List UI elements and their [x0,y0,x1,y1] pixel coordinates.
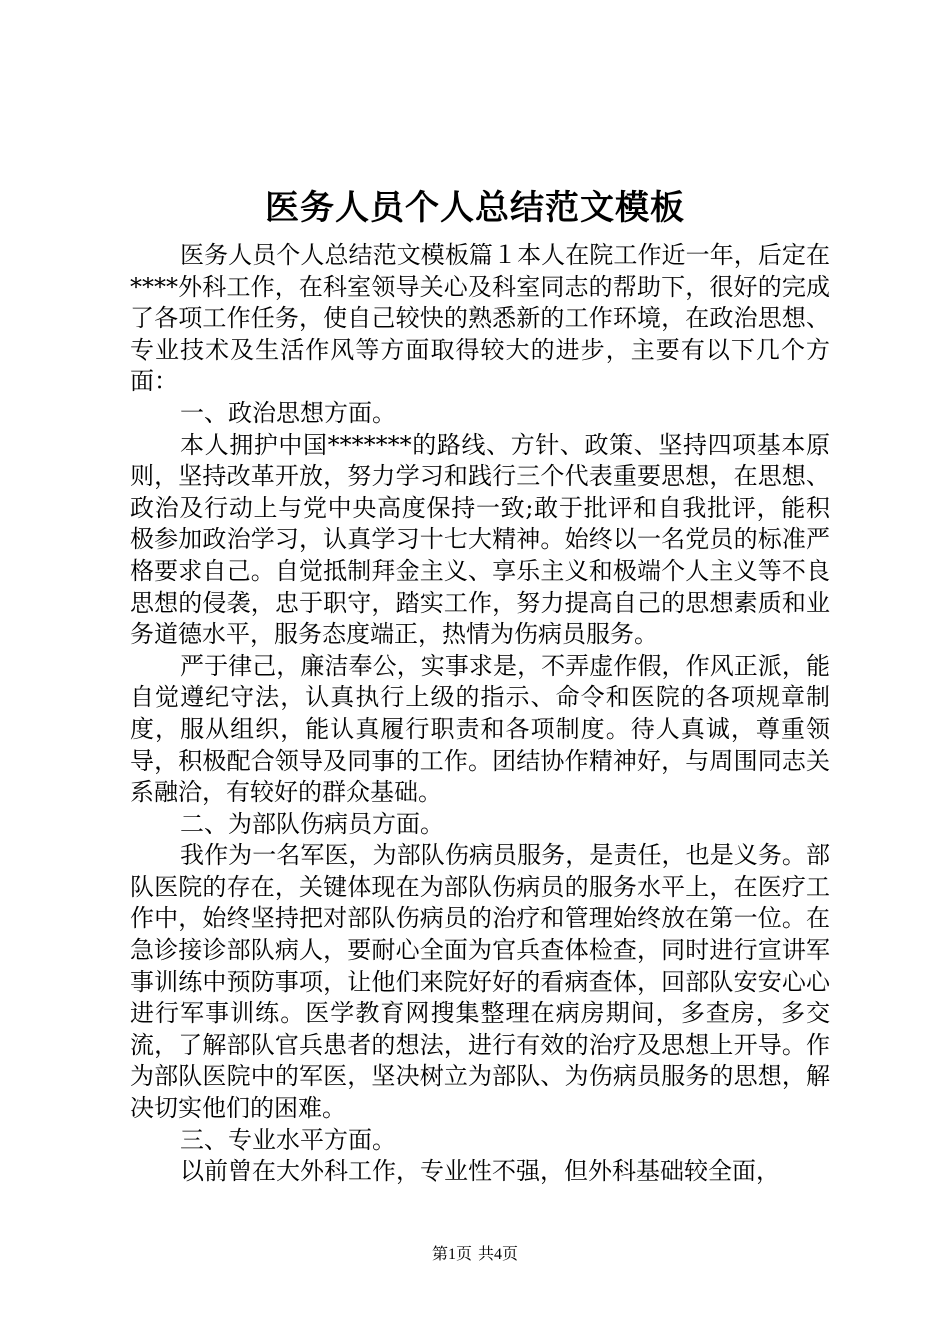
troops-paragraph: 我作为一名军医，为部队伤病员服务，是责任，也是义务。部队医院的存在，关键体现在为部队伤病员的服务水平上，在医疗工作中，始终坚持把对部队伤病员的治疗和管理始终放在第一位。在急诊接诊部队病人，要耐心全面为官兵查体检查，同时进行宣讲军事训练中预防事项，让他们来院好好的看病查体，回部队安安心心进行军事训练。医学教育网搜集整理在病房期间，多查房，多交流，了解部队官兵患者的想法，进行有效的治疗及思想上开导。作为部队医院中的军医，坚决树立为部队、为伤病员服务的思想，解决切实他们的困难。 [130,841,830,1123]
document-body [130,240,830,1188]
page-number: 第1页 [431,1246,472,1263]
intro-paragraph: 医务人员个人总结范文模板篇１本人在院工作近一年，后定在****外科工作，在科室领导关心及科室同志的帮助下，很好的完成了各项工作任务，使自己较快的熟悉新的工作环境，在政治思想、专业技术及生活作风等方面取得较大的进步，主要有以下几个方面： [130,241,830,396]
discipline-paragraph: 严于律己，廉洁奉公，实事求是，不弄虚作假，作风正派，能自觉遵纪守法，认真执行上级的指示、命令和医院的各项规章制度，服从组织，能认真履行职责和各项制度。待人真诚，尊重领导，积极配合领导及同事的工作。团结协作精神好，与周围同志关系融洽，有较好的群众基础。 [130,651,830,807]
political-paragraph: 本人拥护中国*******的路线、方针、政策、坚持四项基本原则，坚持改革开放，努力学习和践行三个代表重要思想，在思想、政治及行动上与党中央高度保持一致;敢于批评和自我批评，能积极参加政治学习，认真学习十七大精神。始终以一名党员的标准严格要求自己。自觉抵制拜金主义、享乐主义和极端个人主义等不良思想的侵袭，忠于职守，踏实工作，努力提高自己的思想素质和业务道德水平，服务态度端正，热情为伤病员服务。 [130,430,830,649]
document-title: 医务人员个人总结范文模板 [265,188,685,228]
page-total: 共4页 [478,1246,519,1263]
section-heading-political: 一、政治思想方面。 [180,398,396,427]
professional-paragraph: 以前曾在大外科工作，专业性不强，但外科基础较全面， [180,1157,780,1186]
page-footer [0,1244,950,1266]
section-heading-professional: 三、专业水平方面。 [180,1125,396,1154]
section-heading-troops: 二、为部队伤病员方面。 [180,809,444,838]
